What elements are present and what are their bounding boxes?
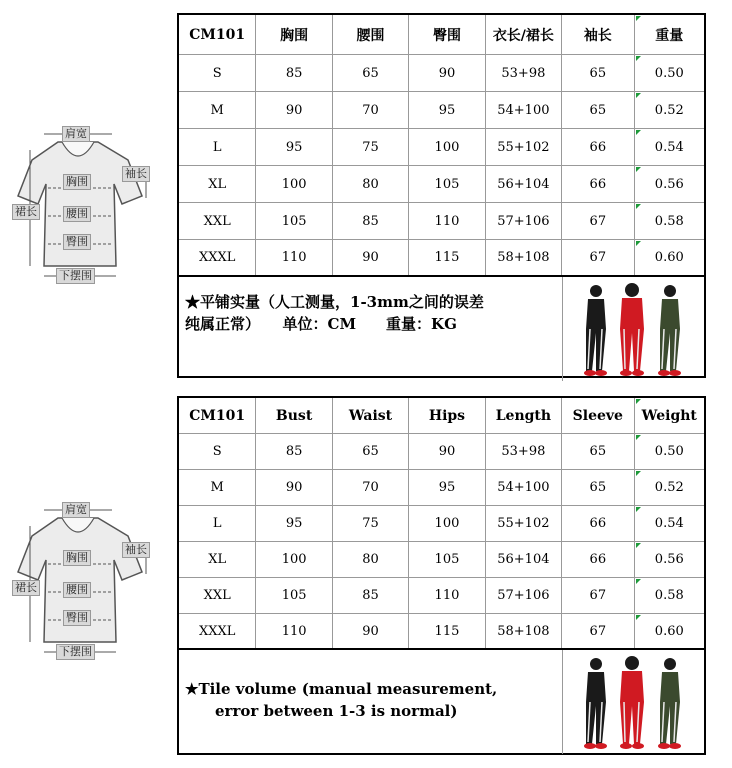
value-cell: 66 [562, 506, 634, 541]
size-cell: S [179, 434, 256, 469]
value-cell: 70 [333, 470, 409, 505]
note-row [179, 277, 704, 381]
table-header-row [179, 15, 704, 55]
table-row [179, 542, 704, 578]
table-row [179, 203, 704, 240]
value-cell: 67 [562, 614, 634, 648]
models-photo-icon [574, 281, 694, 377]
value-cell: 65 [333, 55, 409, 91]
table-row [179, 578, 704, 614]
value-cell: 54+100 [486, 470, 562, 505]
value-cell: 115 [409, 240, 485, 275]
value-cell: 80 [333, 166, 409, 202]
waist-label: 腰围 [63, 206, 91, 222]
note-line: ★平铺实量（人工测量，1-3mm之间的误差 [185, 293, 484, 311]
hem-label: 下摆围 [56, 268, 95, 284]
note-line: 纯属正常） 单位：CM 重量：KG [185, 315, 457, 333]
value-cell: 56+104 [486, 542, 562, 577]
value-cell: 53+98 [486, 55, 562, 91]
size-cell: XXXL [179, 240, 256, 275]
size-table-cn [177, 13, 706, 378]
value-cell: 100 [409, 129, 485, 165]
value-cell: 105 [256, 203, 332, 239]
value-cell: 57+106 [486, 578, 562, 613]
table-row [179, 55, 704, 92]
value-cell: 85 [256, 55, 332, 91]
value-cell: 90 [333, 240, 409, 275]
value-cell: 110 [256, 240, 332, 275]
value-cell: 85 [333, 578, 409, 613]
header-cell: 臀围 [409, 15, 485, 54]
skirt-length-label: 裙长 [12, 204, 40, 220]
header-cell: CM101 [179, 398, 256, 433]
size-cell: XL [179, 166, 256, 202]
value-cell: 0.54 [635, 506, 704, 541]
value-cell: 58+108 [486, 614, 562, 648]
sleeve-label: 袖长 [122, 166, 150, 182]
value-cell: 110 [256, 614, 332, 648]
header-cell: Sleeve [562, 398, 634, 433]
value-cell: 65 [333, 434, 409, 469]
hips-label: 臀围 [63, 610, 91, 626]
value-cell: 65 [562, 434, 634, 469]
header-cell: Bust [256, 398, 332, 433]
table-row [179, 434, 704, 470]
size-cell: XXXL [179, 614, 256, 648]
value-cell: 56+104 [486, 166, 562, 202]
header-cell: 衣长/裙长 [486, 15, 562, 54]
value-cell: 90 [409, 55, 485, 91]
value-cell: 0.50 [635, 434, 704, 469]
value-cell: 95 [409, 470, 485, 505]
garment-diagram-bottom [0, 502, 160, 662]
value-cell: 0.52 [635, 92, 704, 128]
value-cell: 65 [562, 470, 634, 505]
header-cell: 腰围 [333, 15, 409, 54]
table-row [179, 129, 704, 166]
size-cell: XXL [179, 578, 256, 613]
bust-label: 胸围 [63, 174, 91, 190]
size-table-en [177, 396, 706, 755]
header-cell: CM101 [179, 15, 256, 54]
size-cell: M [179, 92, 256, 128]
value-cell: 57+106 [486, 203, 562, 239]
header-cell: Length [486, 398, 562, 433]
value-cell: 95 [409, 92, 485, 128]
size-cell: M [179, 470, 256, 505]
shoulder-label: 肩宽 [62, 126, 90, 142]
value-cell: 105 [256, 578, 332, 613]
value-cell: 53+98 [486, 434, 562, 469]
size-cell: L [179, 506, 256, 541]
header-cell: 重量 [635, 15, 704, 54]
value-cell: 90 [333, 614, 409, 648]
table-row [179, 166, 704, 203]
value-cell: 67 [562, 578, 634, 613]
value-cell: 100 [256, 542, 332, 577]
table-row [179, 506, 704, 542]
value-cell: 100 [409, 506, 485, 541]
size-cell: L [179, 129, 256, 165]
skirt-length-label: 裙长 [12, 580, 40, 596]
value-cell: 105 [409, 542, 485, 577]
value-cell: 0.60 [635, 614, 704, 648]
value-cell: 66 [562, 542, 634, 577]
value-cell: 90 [256, 470, 332, 505]
value-cell: 75 [333, 506, 409, 541]
value-cell: 58+108 [486, 240, 562, 275]
value-cell: 0.56 [635, 542, 704, 577]
note-text [179, 650, 563, 754]
value-cell: 54+100 [486, 92, 562, 128]
bust-label: 胸围 [63, 550, 91, 566]
table-header-row [179, 398, 704, 434]
value-cell: 0.54 [635, 129, 704, 165]
waist-label: 腰围 [63, 582, 91, 598]
value-cell: 90 [256, 92, 332, 128]
value-cell: 85 [256, 434, 332, 469]
value-cell: 85 [333, 203, 409, 239]
value-cell: 90 [409, 434, 485, 469]
value-cell: 0.50 [635, 55, 704, 91]
table-body [179, 434, 704, 650]
value-cell: 55+102 [486, 129, 562, 165]
value-cell: 67 [562, 240, 634, 275]
header-cell: 袖长 [562, 15, 634, 54]
sleeve-label: 袖长 [122, 542, 150, 558]
table-row [179, 240, 704, 277]
value-cell: 0.60 [635, 240, 704, 275]
size-cell: S [179, 55, 256, 91]
value-cell: 66 [562, 166, 634, 202]
value-cell: 70 [333, 92, 409, 128]
table-row [179, 614, 704, 650]
value-cell: 0.58 [635, 203, 704, 239]
value-cell: 95 [256, 129, 332, 165]
value-cell: 105 [409, 166, 485, 202]
value-cell: 75 [333, 129, 409, 165]
table-body [179, 55, 704, 277]
value-cell: 65 [562, 92, 634, 128]
value-cell: 66 [562, 129, 634, 165]
value-cell: 100 [256, 166, 332, 202]
table-row [179, 92, 704, 129]
size-cell: XL [179, 542, 256, 577]
header-cell: Waist [333, 398, 409, 433]
value-cell: 80 [333, 542, 409, 577]
note-row [179, 650, 704, 754]
note-line: ★Tile volume (manual measurement, [185, 680, 498, 698]
size-cell: XXL [179, 203, 256, 239]
value-cell: 0.56 [635, 166, 704, 202]
model-photo [563, 277, 704, 381]
value-cell: 115 [409, 614, 485, 648]
header-cell: 胸围 [256, 15, 332, 54]
shoulder-label: 肩宽 [62, 502, 90, 518]
header-cell: Hips [409, 398, 485, 433]
model-photo [563, 650, 704, 754]
value-cell: 95 [256, 506, 332, 541]
value-cell: 110 [409, 203, 485, 239]
value-cell: 0.58 [635, 578, 704, 613]
table-row [179, 470, 704, 506]
models-photo-icon [574, 654, 694, 750]
value-cell: 65 [562, 55, 634, 91]
value-cell: 67 [562, 203, 634, 239]
garment-diagram-top [0, 126, 160, 286]
hips-label: 臀围 [63, 234, 91, 250]
hem-label: 下摆围 [56, 644, 95, 660]
header-cell: Weight [635, 398, 704, 433]
value-cell: 110 [409, 578, 485, 613]
value-cell: 55+102 [486, 506, 562, 541]
note-line: error between 1-3 is normal) [215, 702, 458, 720]
value-cell: 0.52 [635, 470, 704, 505]
note-text [179, 277, 563, 381]
